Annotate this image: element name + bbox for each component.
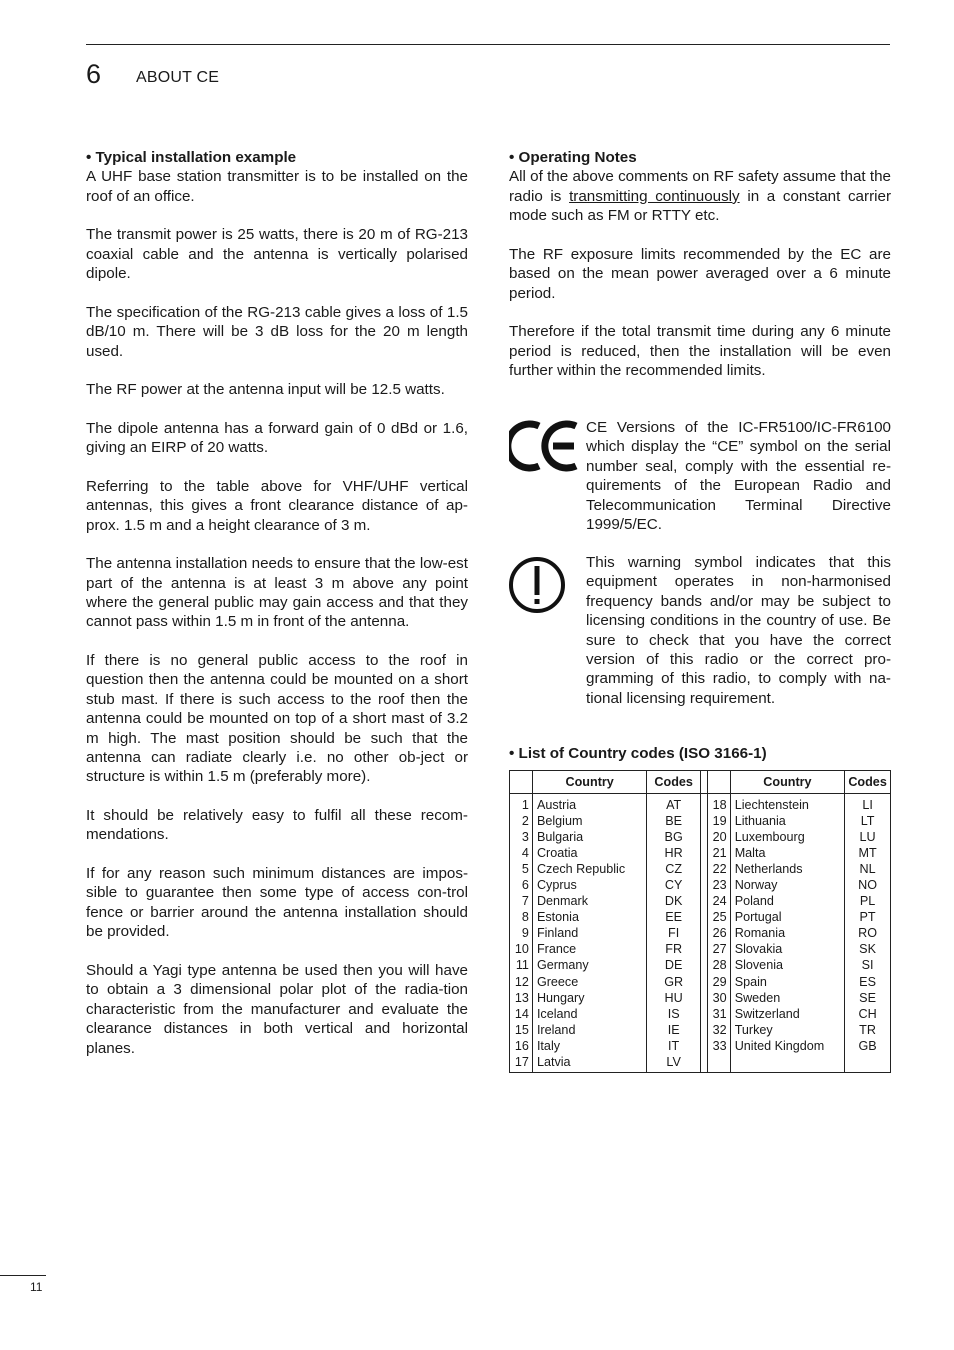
exclamation-circle-icon (509, 553, 571, 615)
country-code: SK (859, 942, 876, 957)
country-code: DE (664, 958, 683, 973)
row-number: 11 (515, 958, 529, 973)
column-gap (700, 794, 707, 1073)
country-code: LU (859, 830, 876, 845)
country-name: Ireland (536, 1022, 576, 1037)
header-cell (510, 771, 533, 794)
text-run: All of the above comments on RF safety assume that the radio is (509, 168, 891, 205)
page-number: 11 (30, 1280, 43, 1294)
country-name: Denmark (536, 894, 589, 909)
table-header-row (510, 771, 891, 794)
countries-column-left (532, 794, 646, 1073)
row-number: 2 (521, 814, 529, 829)
row-number: 4 (521, 846, 529, 861)
paragraph: Referring to the table above for VHF/UHF vertical antennas, this gives a front clearance distance of ap-prox. 1.5 m and a height clearance of 3 m. (86, 477, 468, 534)
country-code: LV (666, 1054, 681, 1069)
row-number: 24 (712, 894, 727, 909)
ce-notice (509, 418, 891, 534)
country-code: LI (862, 798, 873, 812)
country-code: PL (859, 894, 876, 909)
chapter-title: ABOUT CE (136, 69, 220, 86)
country-code: PT (859, 910, 876, 925)
row-number: 9 (521, 926, 529, 941)
left-column (86, 148, 468, 1077)
country-name: Slovenia (734, 958, 783, 973)
codes-column-left (647, 794, 701, 1073)
country-code: BE (665, 814, 683, 829)
paragraph: If there is no general public access to the roof in question then the antenna could be mounted on a short stub mast. If there is such access to the roof then the antenna could be mounted on top of a short mast of 3.2 m high. The mast position should be such that the antenna can radiate clearly i.e. no other ob-ject or structure is within 1.5 m (preferably more). (86, 652, 468, 786)
paragraph: A UHF base station transmitter is to be installed on the roof of an office. (86, 168, 468, 205)
country-code: BG (664, 830, 683, 845)
country-codes-heading: • List of Country codes (ISO 3166-1) (509, 745, 767, 762)
country-code: IT (668, 1038, 680, 1053)
row-number: 32 (712, 1022, 727, 1037)
row-number: 29 (712, 974, 727, 989)
paragraph: It should be relatively easy to fulfil all these recom-mendations. (86, 807, 468, 844)
country-name: Hungary (536, 990, 585, 1005)
header-gap (700, 771, 707, 794)
header-codes: Codes (647, 771, 701, 794)
country-code: NO (858, 878, 878, 893)
row-number: 22 (712, 862, 727, 877)
numbers-column-left (510, 794, 533, 1073)
row-number: 13 (514, 990, 529, 1005)
country-name: Poland (734, 894, 774, 909)
underlined-text: transmitting continuously (569, 187, 740, 205)
country-code: TR (859, 1022, 876, 1037)
country-name: Germany (536, 958, 589, 973)
row-number: 30 (712, 990, 727, 1005)
row-number: 27 (712, 942, 727, 957)
country-name: Iceland (536, 1006, 578, 1021)
country-name: Norway (734, 878, 778, 893)
numbers-column-right (707, 794, 730, 1073)
row-number: 31 (712, 1006, 727, 1021)
country-name: Austria (536, 798, 577, 812)
country-code: SI (861, 958, 874, 973)
country-code: FR (665, 942, 683, 957)
section-heading-installation: • Typical installation example (86, 149, 297, 166)
row-number: 7 (521, 894, 529, 909)
country-name: Liechtenstein (734, 798, 809, 812)
paragraph: The antenna installation needs to ensure that the low-est part of the antenna is at least 3 m above any point where the general public may gain access and that they cannot pass within 1.5 m in front of the antenna. (86, 555, 468, 631)
row-number: 16 (514, 1038, 529, 1053)
country-name: Switzerland (734, 1006, 800, 1021)
country-code: AT (666, 798, 682, 812)
section-heading-operating-notes: • Operating Notes (509, 149, 637, 166)
country-name: Greece (536, 974, 579, 989)
country-name: Estonia (536, 910, 579, 925)
row-number: 23 (712, 878, 727, 893)
country-code: IE (667, 1022, 680, 1037)
country-code: CY (664, 878, 683, 893)
row-number: 12 (514, 974, 529, 989)
codes-column-right (845, 794, 891, 1073)
row-number: 21 (712, 846, 727, 861)
row-number: 5 (521, 862, 529, 877)
country-name: Turkey (734, 1022, 773, 1037)
country-code: IS (667, 1006, 680, 1021)
row-number: 6 (521, 878, 529, 893)
footer-rule (0, 1275, 46, 1276)
paragraph: The dipole antenna has a forward gain of 0 dBd or 1.6, giving an EIRP of 20 watts. (86, 419, 468, 457)
warning-text: This warning symbol indicates that this equipment operates in non-harmonised frequency bands and/or may be subject to licensing conditions in the country of use. Be sure to check that you have the correct version of this radio or the correct pro-gramming of this radio, to comply with na-tional licensing requirement. (586, 554, 891, 707)
row-number: 18 (712, 798, 727, 812)
row-number: 28 (712, 958, 727, 973)
country-name: Spain (734, 974, 767, 989)
country-name: Sweden (734, 990, 781, 1005)
country-name: Lithuania (734, 814, 786, 829)
countries-column-right (730, 794, 844, 1073)
paragraph (509, 167, 891, 225)
row-number: 8 (521, 910, 529, 925)
row-number: 33 (712, 1038, 727, 1053)
row-number: 19 (712, 814, 727, 829)
header-rule (86, 44, 890, 45)
ce-text: CE Versions of the IC-FR5100/IC-FR6100 which display the “CE” symbol on the serial number seal, comply with the essential re-quirements of the European Radio and Telecommunication Terminal Directive 1999/5/EC. (586, 419, 891, 534)
row-number: 20 (712, 830, 727, 845)
country-code: CZ (665, 862, 683, 877)
country-code: CH (858, 1006, 877, 1021)
country-name: Italy (536, 1038, 561, 1053)
row-number: 15 (514, 1022, 529, 1037)
country-code: FI (668, 926, 680, 941)
country-name: United Kingdom (734, 1038, 825, 1053)
header-cell (707, 771, 730, 794)
row-number: 17 (514, 1054, 529, 1069)
row-number: 10 (514, 942, 529, 957)
country-code: SE (859, 990, 876, 1005)
country-code: HU (664, 990, 683, 1005)
country-code: MT (858, 846, 877, 861)
country-name: Czech Republic (536, 862, 626, 877)
country-name: Cyprus (536, 878, 577, 893)
country-name: Slovakia (734, 942, 783, 957)
paragraph: The RF power at the antenna input will be 12.5 watts. (86, 381, 445, 399)
paragraph: Therefore if the total transmit time during any 6 minute period is reduced, then the installation will be even further within the recommended limits. (509, 323, 891, 380)
row-number: 1 (521, 798, 529, 812)
country-name: Netherlands (734, 862, 803, 877)
paragraph: If for any reason such minimum distances are impos-sible to guarantee then some type of access con-trol fence or barrier around the antenna installation should be provided. (86, 865, 468, 941)
country-name: France (536, 942, 577, 957)
country-code: ES (859, 974, 876, 989)
country-code: GR (664, 974, 684, 989)
paragraph: The specification of the RG-213 cable gives a loss of 1.5 dB/10 m. There will be 3 dB loss for the 20 m length used. (86, 303, 468, 360)
country-code: GB (858, 1038, 877, 1053)
chapter-number: 6 (86, 59, 102, 89)
row-number: 25 (712, 910, 727, 925)
country-code: NL (859, 862, 876, 877)
country-code: HR (664, 846, 683, 861)
paragraph: Should a Yagi type antenna be used then you will have to obtain a 3 dimensional polar plot of the radia-tion characteristic from the manufacturer and evaluate the clearance distances in both vertical and horizontal planes. (86, 961, 468, 1057)
country-code: RO (858, 926, 878, 941)
country-code: DK (664, 894, 683, 909)
country-name: Malta (734, 846, 766, 861)
country-name: Belgium (536, 814, 583, 829)
table-body-row (510, 794, 891, 1073)
country-code: EE (665, 910, 683, 925)
row-number: 26 (712, 926, 727, 941)
country-name: Bulgaria (536, 830, 584, 845)
country-name: Portugal (734, 910, 782, 925)
country-name: Latvia (536, 1054, 571, 1069)
country-name: Finland (536, 926, 579, 941)
header-codes: Codes (845, 771, 891, 794)
row-number: 14 (514, 1006, 529, 1021)
country-name: Luxembourg (734, 830, 805, 845)
header-country: Country (730, 771, 844, 794)
warning-notice (509, 553, 891, 708)
country-name: Croatia (536, 846, 578, 861)
country-name: Romania (734, 926, 786, 941)
row-number: 3 (521, 830, 529, 845)
ce-mark-icon (509, 418, 579, 474)
paragraph: The RF exposure limits recommended by the EC are based on the mean power averaged over a 6 minute period. (509, 245, 891, 302)
country-code: LT (860, 814, 875, 829)
header-country: Country (532, 771, 646, 794)
text-run: in a constant carrier mode such as FM or RTTY etc. (509, 187, 891, 225)
country-codes-table (509, 770, 891, 1073)
right-column (509, 148, 891, 400)
paragraph: The transmit power is 25 watts, there is 20 m of RG-213 coaxial cable and the antenna is vertically polarised dipole. (86, 226, 468, 283)
